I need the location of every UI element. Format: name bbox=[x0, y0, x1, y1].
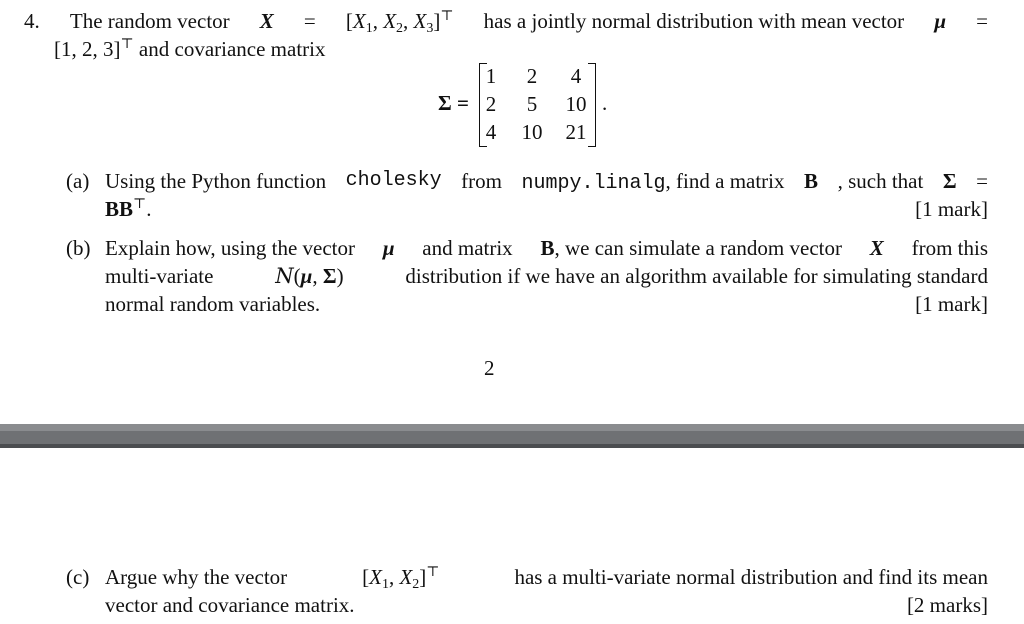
vector-x-symbol: X bbox=[259, 9, 274, 33]
page-number: 2 bbox=[484, 356, 495, 380]
matrix-cell: 5 bbox=[526, 92, 538, 116]
separator-highlight bbox=[0, 424, 1024, 431]
part-a-text: Using the Python function bbox=[105, 169, 327, 193]
distribution-description: has a jointly normal distribution with mean vector bbox=[483, 9, 905, 33]
covariance-intro: and covariance matrix bbox=[138, 37, 326, 61]
question-line-1 bbox=[24, 8, 988, 34]
part-b-text: multi-variate bbox=[105, 264, 214, 288]
part-b-text: and matrix bbox=[422, 236, 513, 260]
mean-vector-value: [1, 2, 3] bbox=[54, 37, 121, 61]
matrix-b-group: B, we can simulate a random vector bbox=[540, 236, 842, 260]
part-b-text: distribution if we have an algorithm available for simulating standard bbox=[405, 264, 988, 288]
matrix-cell: 4 bbox=[570, 64, 582, 88]
equals-sign: = bbox=[976, 169, 988, 193]
part-c-line-2 bbox=[105, 592, 988, 618]
matrix-cell: 1 bbox=[485, 64, 497, 88]
code-numpy-linalg-group: numpy.linalg, find a matrix bbox=[521, 169, 785, 195]
equals-sign: = bbox=[303, 9, 316, 33]
part-a-marks: [1 mark] bbox=[915, 197, 988, 221]
part-b-label: (b) bbox=[66, 236, 91, 260]
part-b-text: normal random variables. bbox=[105, 292, 321, 316]
page-lower bbox=[0, 448, 1024, 624]
part-a-text: from bbox=[461, 169, 502, 193]
code-cholesky: cholesky bbox=[345, 169, 442, 192]
part-c-label: (c) bbox=[66, 565, 90, 589]
bb-transpose: BB⊤. bbox=[105, 197, 152, 221]
matrix-b-symbol: B bbox=[804, 169, 819, 193]
part-c-text: vector and covariance matrix. bbox=[105, 593, 355, 617]
part-b-text: Explain how, using the vector bbox=[105, 236, 356, 260]
matrix-cell: 4 bbox=[485, 120, 497, 144]
part-c-text: Argue why the vector bbox=[105, 565, 288, 589]
part-b-text: from this bbox=[911, 236, 988, 260]
matrix-cell: 21 bbox=[565, 120, 587, 144]
question-intro-text: The random vector bbox=[69, 9, 230, 33]
question-line-2 bbox=[54, 36, 326, 62]
part-a-such-that: , such that bbox=[837, 169, 924, 193]
vector-x-symbol: X bbox=[869, 236, 884, 260]
part-a-line-2 bbox=[105, 196, 988, 222]
matrix-cell: 10 bbox=[565, 92, 587, 116]
random-vector-definition: [$X_1$, $X_2$, $X_3]^⊤$ bbox=[345, 9, 454, 36]
part-b-line-1 bbox=[105, 235, 988, 261]
normal-distribution-notation: N(μ, Σ) bbox=[275, 264, 344, 288]
sigma-symbol: Σ bbox=[942, 169, 957, 193]
mu-symbol: μ bbox=[382, 236, 395, 260]
part-b-line-3 bbox=[105, 291, 988, 317]
question-number: 4. bbox=[24, 9, 40, 33]
matrix-cell: 2 bbox=[485, 92, 497, 116]
part-c-text: has a multi-variate normal distribution and find its mean bbox=[514, 565, 988, 589]
matrix-period: . bbox=[602, 91, 608, 115]
subvector: [$X_1$, $X_2]^⊤$ bbox=[362, 565, 440, 592]
part-b-line-2 bbox=[105, 263, 988, 289]
mean-transpose: ⊤ bbox=[120, 37, 134, 52]
matrix-cell: 10 bbox=[521, 120, 543, 144]
part-c-marks: [2 marks] bbox=[906, 593, 988, 617]
page-separator bbox=[0, 424, 1024, 448]
sigma-lhs: Σ = bbox=[438, 91, 469, 115]
part-a-label: (a) bbox=[66, 169, 90, 193]
mu-symbol: μ bbox=[934, 9, 946, 33]
part-a-line-1 bbox=[105, 168, 988, 197]
part-b-marks: [1 mark] bbox=[915, 292, 988, 316]
matrix-cell: 2 bbox=[526, 64, 538, 88]
part-c-line-1 bbox=[105, 564, 988, 590]
equals-sign-2: = bbox=[976, 9, 988, 33]
